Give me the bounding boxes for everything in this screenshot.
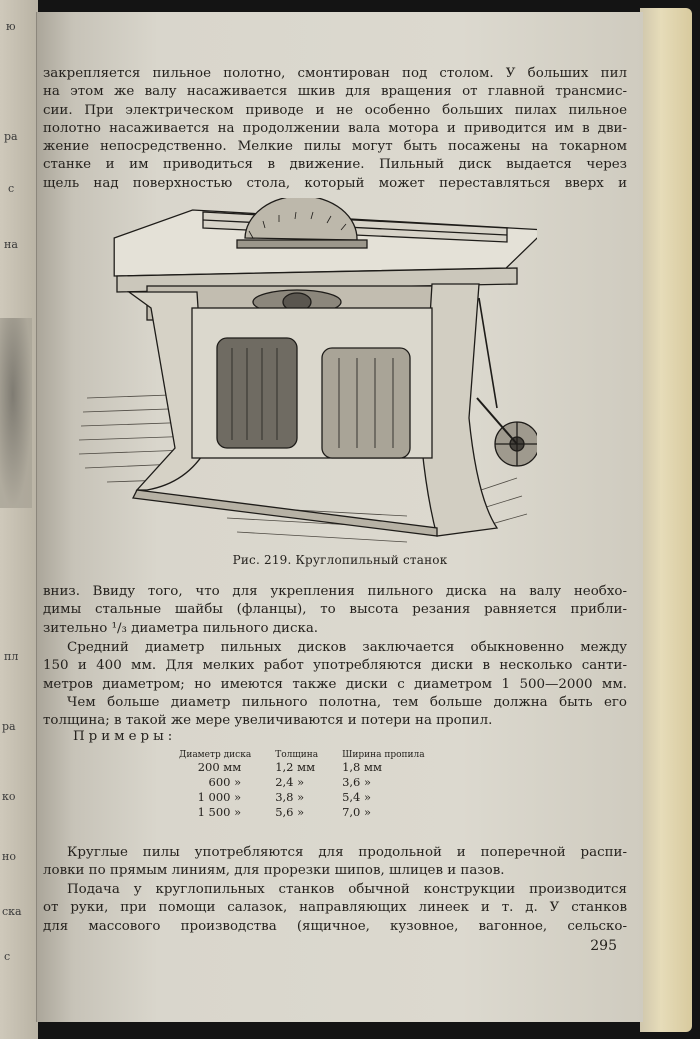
table-cell: 7,0 »	[342, 805, 372, 819]
table-cell: 1 000 »	[197, 790, 242, 804]
left-page-fragment	[0, 0, 38, 1039]
text-line: зительно ¹/₃ диаметра пильного диска.	[43, 620, 319, 636]
text-line: на этом же валу насаживается шкив для вращения от главной трансмис-	[43, 84, 627, 100]
page-number: 295	[590, 938, 617, 954]
table-cell: 600 »	[208, 775, 242, 789]
text-line: Круглые пилы употребляются для продольной и поперечной распи-	[67, 845, 627, 860]
text-line: полотно насаживается на продолжении вала мотора и приводится им в дви-	[43, 120, 627, 136]
text-line: закрепляется пильное полотно, смонтирован под столом. У больших пил	[43, 66, 627, 81]
column-header: Толщина	[275, 750, 319, 760]
left-page-text: с	[8, 182, 15, 195]
column-header: Диаметр диска	[179, 750, 252, 760]
paragraph-5	[43, 844, 627, 881]
left-page-text: ко	[2, 790, 16, 803]
left-page-text: пл	[4, 650, 19, 663]
left-page-text: на	[4, 238, 18, 251]
paragraph-2	[43, 583, 627, 638]
text-line: жение непосредственно. Мелкие пилы могут быть посажены на токарном	[43, 139, 627, 155]
table-header-row	[167, 750, 437, 760]
text-line: вниз. Ввиду того, что для укрепления пильного диска на валу необхо-	[43, 584, 627, 599]
text-line: 150 и 400 мм. Для мелких работ употребляются диски в несколько санти-	[43, 658, 627, 674]
paragraph-3	[43, 639, 627, 694]
text-line: для массового производства (ящичное, кузовное, вагонное, сельско-	[43, 918, 627, 934]
text-line: станке и им приводиться в движение. Пильный диск выдается через	[43, 157, 627, 173]
left-page-text: ска	[2, 905, 22, 918]
table-row	[167, 805, 437, 820]
left-page-text: но	[2, 850, 16, 863]
table-cell: 2,4 »	[275, 775, 305, 789]
examples-label: Примеры:	[73, 729, 177, 744]
table-cell: 3,6 »	[342, 775, 372, 789]
back-page-edge	[640, 8, 692, 1032]
table-row	[167, 775, 437, 790]
table-cell: 1 500 »	[197, 805, 242, 819]
column-header: Ширина пропила	[342, 750, 425, 760]
table-row	[167, 790, 437, 805]
table-cell: 5,4 »	[342, 790, 372, 804]
text-line: толщина; в такой же мере увеличиваются и потери на пропил.	[43, 713, 493, 729]
text-line: сии. При электрическом приводе и не особенно больших пилах пильное	[43, 102, 627, 118]
figure-caption: Рис. 219. Круглопильный станок	[232, 553, 448, 567]
table-cell: 200 мм	[197, 760, 242, 774]
text-line: димы стальные шайбы (фланцы), то высота резания равняется прибли-	[43, 602, 627, 618]
text-line: Подача у круглопильных станков обычной конструкции производится	[67, 882, 627, 897]
paragraph-6	[43, 881, 627, 936]
text-line: метров диаметром; но имеются также диски с диаметром 1 500—2000 мм.	[43, 676, 627, 692]
text-line: Чем больше диаметр пильного полотна, тем больше должна быть его	[67, 695, 627, 710]
top-paragraph	[43, 65, 627, 193]
left-page-text: ра	[4, 130, 18, 143]
left-page-illustration	[0, 318, 32, 508]
left-page-text: ю	[6, 20, 16, 33]
text-line: щель над поверхностью стола, который может переставляться вверх и	[43, 175, 627, 191]
left-page-text: с	[4, 950, 11, 963]
table-row	[167, 760, 437, 775]
table-cell: 1,8 мм	[342, 760, 382, 774]
table-cell: 3,8 »	[275, 790, 305, 804]
table-cell: 1,2 мм	[275, 760, 316, 774]
text-line: ловки по прямым линиям, для прорезки шипов, шлицев и пазов.	[43, 863, 505, 879]
examples-table	[167, 750, 437, 820]
table-cell: 5,6 »	[275, 805, 305, 819]
circular-saw-illustration	[77, 198, 537, 543]
text-line: от руки, при помощи салазок, направляющих линеек и т. д. У станков	[43, 900, 627, 916]
paragraph-4	[43, 694, 627, 731]
left-page-text: ра	[2, 720, 16, 733]
book-page	[36, 12, 643, 1022]
text-line: Средний диаметр пильных дисков заключается обыкновенно между	[67, 640, 627, 655]
